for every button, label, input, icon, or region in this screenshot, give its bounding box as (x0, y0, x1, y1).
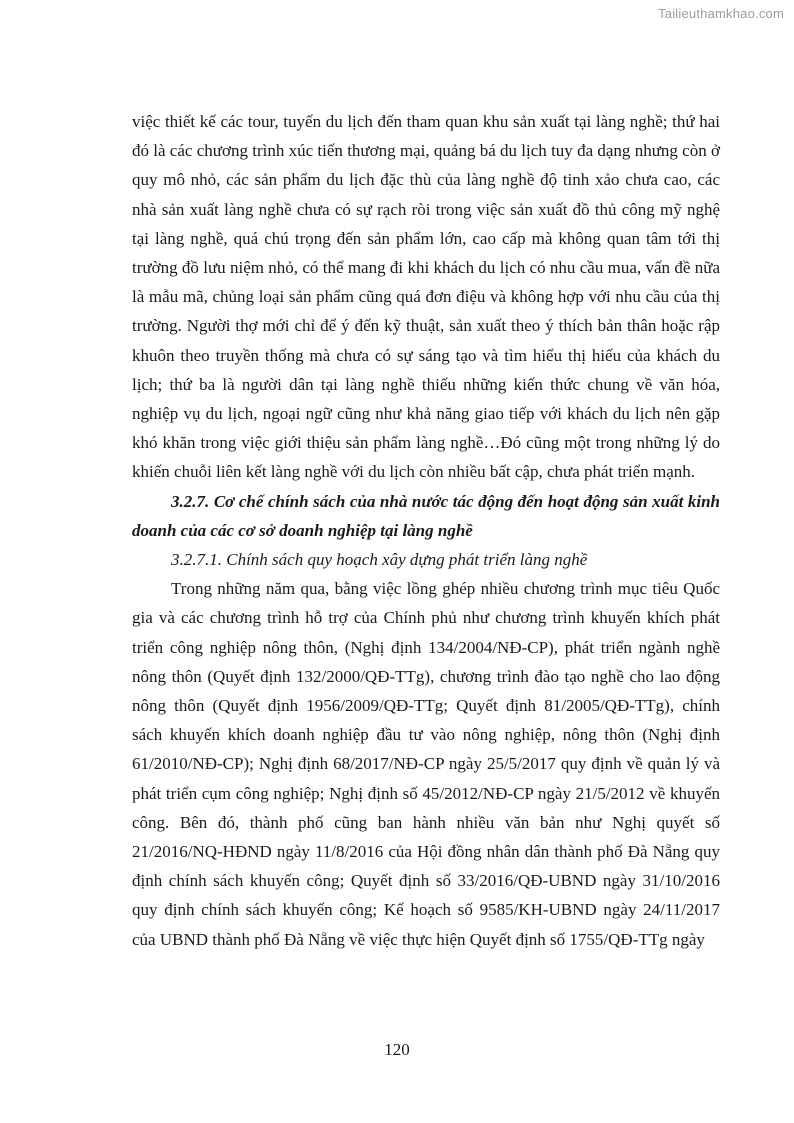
watermark: Tailieuthamkhao.com (658, 6, 784, 21)
section-heading: 3.2.7. Cơ chế chính sách của nhà nước tác động đến hoạt động sản xuất kinh doanh của các cơ sở doanh nghiệp tại làng nghề (132, 491, 720, 540)
page-number: 120 (384, 1040, 410, 1059)
subsection-heading: 3.2.7.1. Chính sách quy hoạch xây dựng phát triển làng nghề (171, 550, 588, 570)
page-body (132, 107, 720, 954)
paragraph-policy: Trong những năm qua, bằng việc lồng ghép nhiều chương trình mục tiêu Quốc gia và các chương trình hỗ trợ của Chính phủ như chương trình khuyến khích phát triển công nghiệp nông thôn, (Nghị định 134/2004/NĐ-CP), phát triển ngành nghề nông thôn (Quyết định 132/2000/QĐ-TTg), chương trình đào tạo nghề cho lao động nông thôn (Quyết định 1956/2009/QĐ-TTg; Quyết định 81/2005/QĐ-TTg), chính sách khuyến khích doanh nghiệp đầu tư vào nông nghiệp, nông thôn (Nghị định 61/2010/NĐ-CP); Nghị định 68/2017/NĐ-CP ngày 25/5/2017 quy định về quản lý và phát triển cụm công nghiệp; Nghị định số 45/2012/NĐ-CP ngày 21/5/2012 về khuyến công. Bên đó, thành phố cũng ban hành nhiều văn bản như Nghị quyết số 21/2016/NQ-HĐND ngày 11/8/2016 của Hội đồng nhân dân thành phố Đà Nẵng quy định chính sách khuyến công; Quyết định số 33/2016/QĐ-UBND ngày 31/10/2016 quy định chính sách khuyến công; Kế hoạch số 9585/KH-UBND ngày 24/11/2017 của UBND thành phố Đà Nẵng về việc thực hiện Quyết định số 1755/QĐ-TTg ngày (132, 579, 720, 949)
paragraph-continuation: việc thiết kế các tour, tuyến du lịch đến tham quan khu sản xuất tại làng nghề; thứ hai đó là các chương trình xúc tiến thương mại, quảng bá du lịch tuy đa dạng nhưng còn ở quy mô nhỏ, các sản phẩm du lịch đặc thù của làng nghề độ tinh xảo chưa cao, các nhà sản xuất làng nghề chưa có sự rạch ròi trong việc sản xuất đồ thủ công mỹ nghệ tại làng nghề, quá chú trọng đến sản phẩm lớn, cao cấp mà không quan tâm tới thị trường đồ lưu niệm nhỏ, có thể mang đi khi khách du lịch có nhu cầu mua, vấn đề nữa là mẫu mã, chủng loại sản phẩm cũng quá đơn điệu và không hợp với nhu cầu của thị trường. Người thợ mới chỉ để ý đến kỹ thuật, sản xuất theo ý thích bản thân hoặc rập khuôn theo truyền thống mà chưa có sự sáng tạo và tìm hiểu thị hiếu của khách du lịch; thứ ba là người dân tại làng nghề thiếu những kiến thức chung về văn hóa, nghiệp vụ du lịch, ngoại ngữ cũng như khả năng giao tiếp với khách du lịch nên gặp khó khăn trong việc giới thiệu sản phẩm làng nghề…Đó cũng một trong những lý do khiến chuỗi liên kết làng nghề với du lịch còn nhiều bất cập, chưa phát triển mạnh. (132, 112, 720, 482)
